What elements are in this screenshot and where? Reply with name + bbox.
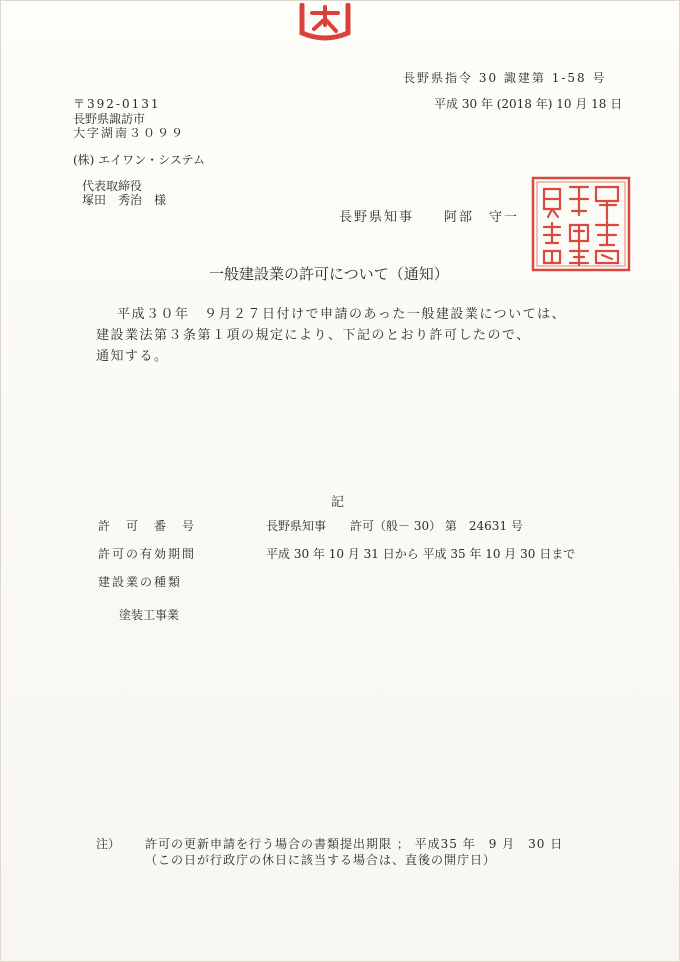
recipient-title: 代表取締役 (82, 179, 143, 193)
ki-mark: 記 (331, 495, 345, 510)
postal-code: 〒392-0131 (73, 97, 161, 111)
sender-line: 長野県知事 阿部 守一 (339, 210, 520, 225)
official-seal (530, 175, 632, 273)
note-label: 注） (96, 837, 121, 851)
body-line2: 建設業法第３条第１項の規定により、下記のとおり許可したので、 (96, 328, 531, 343)
address-line2: 大字湖南３０９９ (73, 126, 186, 140)
received-stamp (298, 3, 352, 41)
permit-number-label: 許 可 番 号 (98, 519, 197, 533)
note-line2: （この日が行政庁の休日に該当する場合は、直後の開庁日） (145, 853, 497, 867)
company-name: (株) エイワン・システム (73, 153, 205, 167)
validity-label: 許可の有効期間 (98, 547, 197, 561)
recipient-name: 塚田 秀治 様 (82, 193, 167, 207)
address-line1: 長野県諏訪市 (73, 112, 146, 126)
validity-value: 平成 30 年 10 月 31 日から 平成 35 年 10 月 30 日まで (266, 547, 576, 561)
type-value: 塗装工事業 (119, 608, 180, 622)
document-number: 長野県指令 30 諏建第 1-58 号 (403, 71, 607, 85)
note-line1: 許可の更新申請を行う場合の書類提出期限 ； 平成35 年 9 月 30 日 (145, 837, 564, 851)
body-line1: 平成３０年 ９月２７日付けで申請のあった一般建設業については、 (117, 307, 567, 322)
subject-title: 一般建設業の許可について（通知） (209, 265, 449, 283)
permit-number-value: 長野県知事 許可（般－ 30） 第 24631 号 (266, 519, 523, 533)
document-date: 平成 30 年 (2018 年) 10 月 18 日 (434, 97, 623, 111)
body-line3: 通知する。 (96, 349, 169, 364)
type-label: 建設業の種類 (98, 575, 183, 589)
